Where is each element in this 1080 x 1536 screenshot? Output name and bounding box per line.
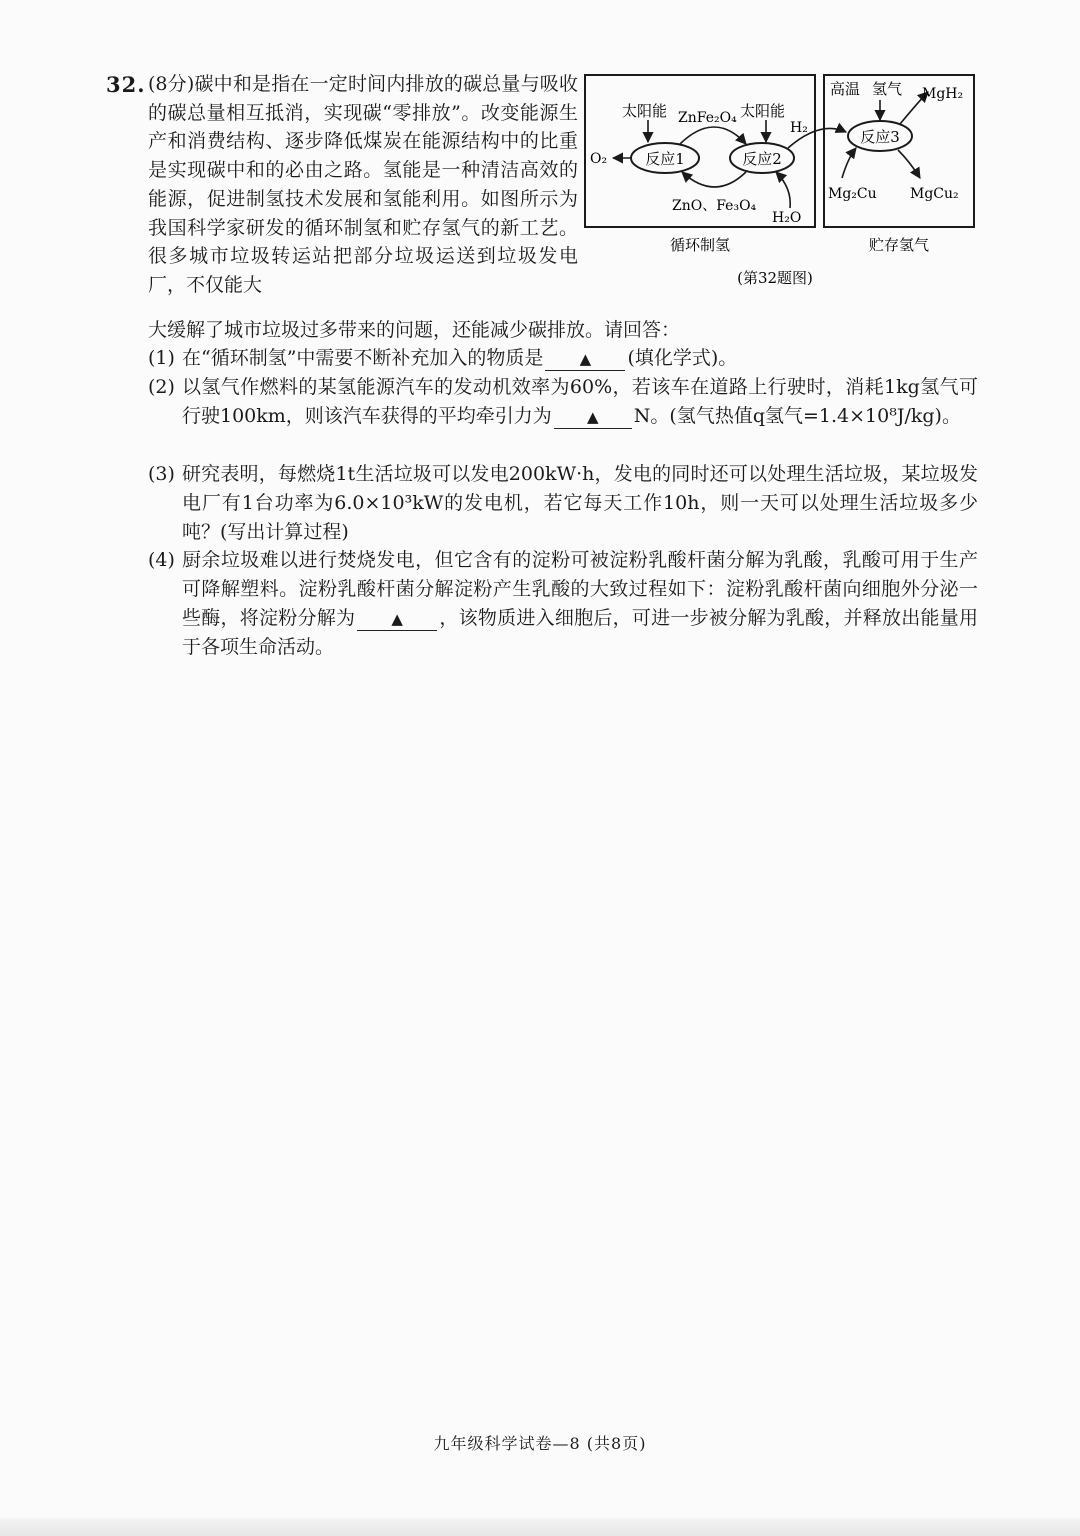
label-hydrogen-gas: 氢气 <box>872 80 903 98</box>
sub-question-4: (4) 厨余垃圾难以进行焚烧发电，但它含有的淀粉可被淀粉乳酸杆菌分解为乳酸，乳酸可用于生产可降解塑料。淀粉乳酸杆菌分解淀粉产生乳酸的大致过程如下：淀粉乳酸杆菌向细胞外分泌一些酶，将淀粉分解为 ▲ ，该物质进入细胞后，可进一步被分解为乳酸，并释放出能量用于各项生命活动。 <box>148 546 978 662</box>
label-reaction-3: 反应3 <box>860 128 900 146</box>
arrow-mg2cu <box>842 148 856 178</box>
label-h2o: H₂O <box>772 210 802 226</box>
answer-blank[interactable]: ▲ <box>554 405 632 429</box>
arrow-zno-fe3o4 <box>682 172 746 187</box>
arrow-h2o <box>776 172 790 208</box>
sub-question-number: (4) <box>148 549 175 571</box>
sub-question-2: (2) 以氢气作燃料的某氢能源汽车的发动机效率为60%，若该车在道路上行驶时，消耗1kg氢气可行驶100km，则该汽车获得的平均牵引力为 ▲ N。(氢气热值q氢气=1.4×10⁸J/kg)。 <box>148 373 978 431</box>
label-mg2cu: Mg₂Cu <box>828 186 877 202</box>
label-znfe2o4: ZnFe₂O₄ <box>678 110 737 126</box>
label-solar-2: 太阳能 <box>740 102 786 120</box>
label-reaction-1: 反应1 <box>645 150 685 168</box>
sub-question-1: (1) 在“循环制氢”中需要不断补充加入的物质是 ▲ (填化学式)。 <box>148 344 978 373</box>
caption-storage: 贮存氢气 <box>868 236 930 254</box>
question-intro-tail: 大缓解了城市垃圾过多带来的问题，还能减少碳排放。请回答： <box>148 319 681 341</box>
sub-question-number: (3) <box>148 463 175 485</box>
caption-cycle: 循环制氢 <box>669 236 731 254</box>
sub-question-number: (2) <box>148 376 175 398</box>
label-zno-fe3o4: ZnO、Fe₃O₄ <box>672 198 757 214</box>
figure-caption: (第32题图) <box>737 269 813 287</box>
page-footer: 九年级科学试卷—8 (共8页) <box>433 1434 647 1453</box>
answer-blank[interactable]: ▲ <box>545 347 625 371</box>
label-mgh2: MgH₂ <box>922 86 964 102</box>
label-mgcu2: MgCu₂ <box>910 186 959 202</box>
page-edge <box>0 1518 1080 1536</box>
label-high-temp: 高温 <box>830 80 861 98</box>
label-o2: O₂ <box>590 151 608 167</box>
question-intro: (8分)碳中和是指在一定时间内排放的碳总量与吸收的碳总量相互抵消，实现碳“零排放”。改变能源生产和消费结构、逐步降低煤炭在能源结构中的比重是实现碳中和的必由之路。氢能是一种清洁高效的能源，促进制氢技术发展和氢能利用。如图所示为我国科学家研发的循环制氢和贮存氢气的新工艺。很多城市垃圾转运站把部分垃圾运送到垃圾发电厂，不仅能大 <box>148 73 578 296</box>
arrow-mgcu2 <box>898 150 920 178</box>
label-reaction-2: 反应2 <box>742 150 782 168</box>
label-h2: H₂ <box>790 120 808 136</box>
sub-question-number: (1) <box>148 347 175 369</box>
answer-blank[interactable]: ▲ <box>357 607 437 631</box>
question-number: 32. <box>106 72 146 97</box>
sub-question-3: (3) 研究表明，每燃烧1t生活垃圾可以发电200kW·h，发电的同时还可以处理生活垃圾，某垃圾发电厂有1台功率为6.0×10³kW的发电机，若它每天工作10h，则一天可以处理生活垃圾多少吨？(写出计算过程) <box>148 460 978 547</box>
arrow-znfe2o4 <box>680 127 746 144</box>
hydrogen-process-diagram <box>580 70 990 290</box>
label-solar-1: 太阳能 <box>622 102 668 120</box>
